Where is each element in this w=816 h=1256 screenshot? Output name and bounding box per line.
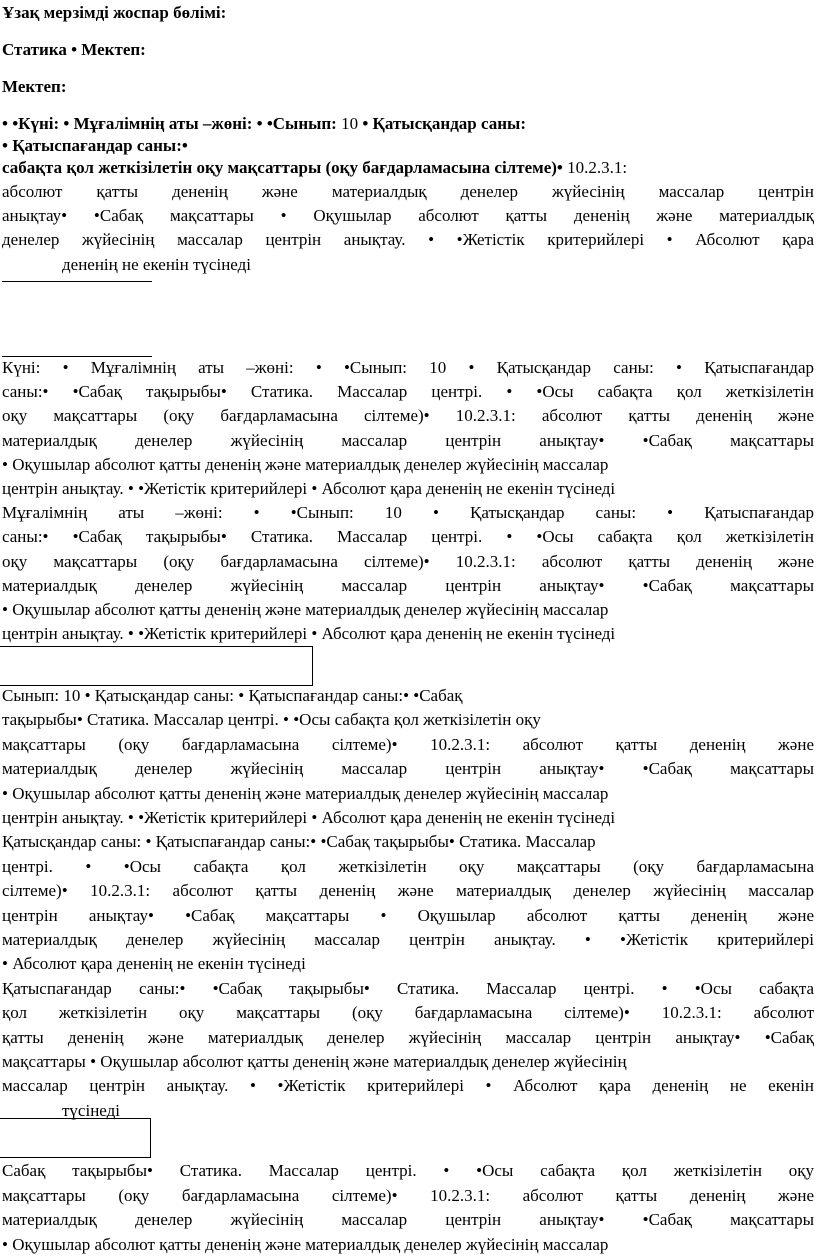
text-line: центрін анықтау. • •Жетістік критерийлері • Абсолют қара дененің не екенін түсінеді xyxy=(2,479,616,498)
text-line: сілтеме)• 10.2.3.1: абсолют қатты дененің және материалдық денелер жүйесінің массалар xyxy=(2,881,814,901)
text-line: центрін анықтау. • •Жетістік критерийлері • Абсолют қара дененің не екенін түсінеді xyxy=(2,808,616,827)
text-line: мақсаттары • Оқушылар абсолют қатты дененің және материалдық денелер жүйесінің xyxy=(2,1052,627,1071)
text-line: центрі. • •Осы сабақта қол жеткізілетін оқу мақсаттары (оқу бағдарламасына xyxy=(2,856,814,876)
text-line: қатты дененің және материалдық денелер жүйесінің массалар центрін анықтау• •Сабақ xyxy=(2,1027,814,1047)
text-line: • Оқушылар абсолют қатты дененің және материалдық денелер жүйесінің массалар xyxy=(2,1234,609,1254)
text-line: мақсаттары (оқу бағдарламасына сілтеме)• 10.2.3.1: абсолют қатты дененің және xyxy=(2,734,814,754)
blank-box xyxy=(0,1118,151,1158)
text-line: оқу мақсаттары (оқу бағдарламасына сілтеме)• 10.2.3.1: абсолют қатты дененің және xyxy=(2,406,814,426)
text-line: Сынып: 10 • Қатысқандар саны: • Қатыспағандар саны:• •Сабақ xyxy=(2,686,463,705)
text-line: Қатыспағандар саны:• •Сабақ тақырыбы• Статика. Массалар центрі. • •Осы сабақта xyxy=(2,978,814,998)
text-line: Сабақ тақырыбы• Статика. Массалар центрі. • •Осы сабақта қол жеткізілетін оқу xyxy=(2,1161,814,1180)
text-line: мақсаттары (оқу бағдарламасына сілтеме)• 10.2.3.1: абсолют қатты дененің және xyxy=(2,1185,814,1205)
text-line: Мұғалімнің аты –жөні: • •Сынып: 10 • Қатысқандар саны: • Қатыспағандар xyxy=(2,503,814,523)
text-line: массалар центрін анықтау. • •Жетістік критерийлері • Абсолют қара дененің не екенін xyxy=(2,1076,814,1096)
text-line: • Абсолют қара дененің не екенін түсінеді xyxy=(2,954,306,974)
text-line: • Оқушылар абсолют қатты дененің және материалдық денелер жүйесінің массалар xyxy=(2,783,609,803)
text-line: • Оқушылар абсолют қатты дененің және материалдық денелер жүйесінің массалар xyxy=(2,454,609,474)
text-line: сабақта қол жеткізілетін оқу мақсаттары (оқу бағдарламасына сілтеме)• 10.2.3.1: xyxy=(2,158,628,177)
text-line: материалдық денелер жүйесінің массалар центрін анықтау• •Сабақ мақсаттары xyxy=(2,575,814,595)
text-line: саны:• •Сабақ тақырыбы• Статика. Массалар центрі. • •Осы сабақта қол жеткізілетін xyxy=(2,527,814,547)
text-line: материалдық денелер жүйесінің массалар центрін анықтау• •Сабақ мақсаттары xyxy=(2,759,814,779)
text-line: дененің не екенін түсінеді xyxy=(62,255,251,274)
text-line: • Оқушылар абсолют қатты дененің және материалдық денелер жүйесінің массалар xyxy=(2,600,609,619)
text-line: центрін анықтау• •Сабақ мақсаттары • Оқушылар абсолют қатты дененің және xyxy=(2,905,814,925)
text-line: • •Күні: • Мұғалімнің аты –жөні: • •Сынып: 10 • Қатысқандар саны: xyxy=(2,114,526,133)
text-line: денелер жүйесінің массалар центрін анықтау. • •Жетістік критерийлері • Абсолют қара xyxy=(2,230,814,249)
text-line: Күні: • Мұғалімнің аты –жөні: • •Сынып: 10 • Қатысқандар саны: • Қатыспағандар xyxy=(2,358,814,377)
divider-line xyxy=(2,281,152,282)
school-line: Мектеп: xyxy=(2,77,67,96)
text-line: • Қатыспағандар саны:• xyxy=(2,136,188,155)
text-line: Қатысқандар саны: • Қатыспағандар саны:• •Сабақ тақырыбы• Статика. Массалар xyxy=(2,832,596,852)
text-line: оқу мақсаттары (оқу бағдарламасына сілтеме)• 10.2.3.1: абсолют қатты дененің және xyxy=(2,551,814,571)
text-line: материалдық денелер жүйесінің массалар центрін анықтау• •Сабақ мақсаттары xyxy=(2,430,814,450)
text-line: абсолют қатты дененің және материалдық денелер жүйесінің массалар центрін xyxy=(2,182,814,201)
text-line: материалдық денелер жүйесінің массалар центрін анықтау. • •Жетістік критерийлері xyxy=(2,930,814,949)
text-line: тақырыбы• Статика. Массалар центрі. • •Осы сабақта қол жеткізілетін оқу xyxy=(2,710,541,730)
blank-box xyxy=(0,646,313,686)
text-line: центрін анықтау. • •Жетістік критерийлері • Абсолют қара дененің не екенін түсінеді xyxy=(2,624,616,644)
text-line: қол жеткізілетін оқу мақсаттары (оқу бағдарламасына сілтеме)• 10.2.3.1: абсолют xyxy=(2,1003,814,1023)
text-line: анықтау• •Сабақ мақсаттары • Оқушылар абсолют қатты дененің және материалдық xyxy=(2,206,814,225)
text-line: саны:• •Сабақ тақырыбы• Статика. Массалар центрі. • •Осы сабақта қол жеткізілетін xyxy=(2,382,814,402)
text-line: материалдық денелер жүйесінің массалар центрін анықтау• •Сабақ мақсаттары xyxy=(2,1210,814,1229)
document-title: Ұзақ мерзімді жоспар бөлімі: xyxy=(2,3,227,22)
text-line: түсінеді xyxy=(62,1100,120,1120)
section-line: Статика • Мектеп: xyxy=(2,40,146,59)
